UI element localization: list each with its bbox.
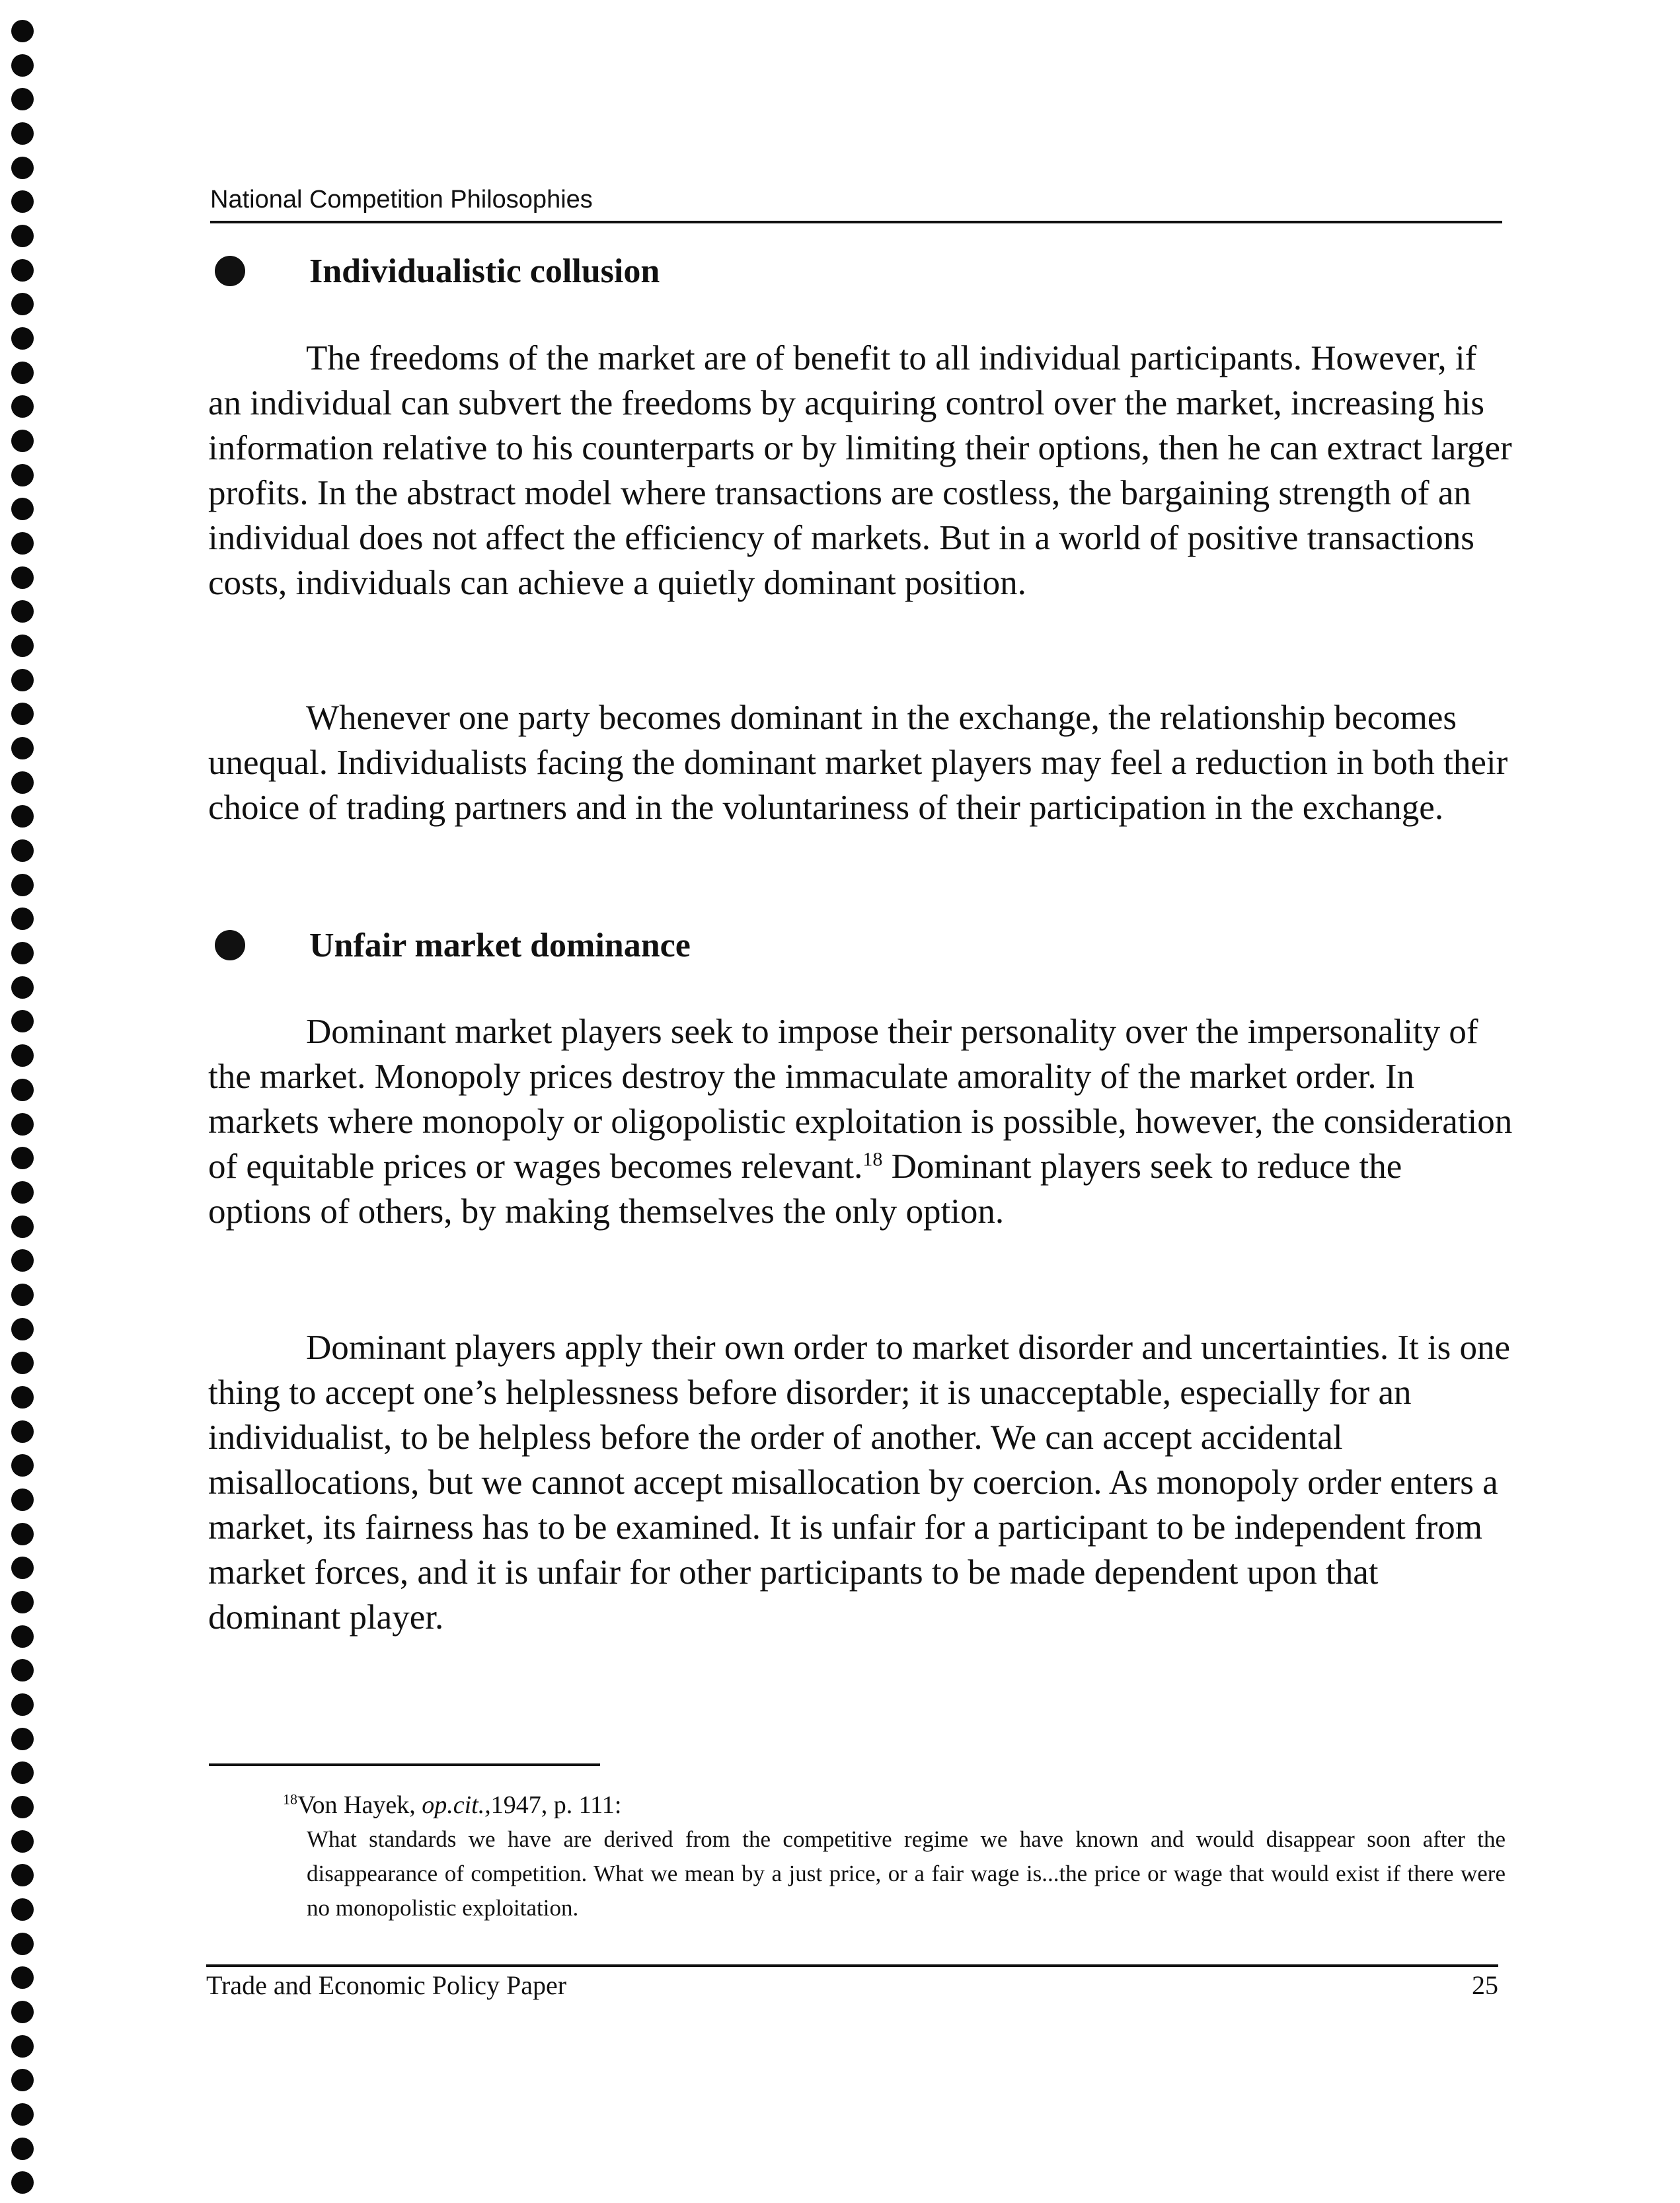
- binding-hole-icon: [11, 1113, 34, 1136]
- binding-hole-icon: [11, 190, 34, 213]
- binding-hole-icon: [11, 1966, 34, 1989]
- binding-hole-icon: [11, 2069, 34, 2091]
- paragraph: [208, 1325, 1513, 1640]
- binding-hole-icon: [11, 430, 34, 452]
- binding-hole-icon: [11, 362, 34, 384]
- binding-hole-icon: [11, 976, 34, 999]
- binding-hole-icon: [11, 157, 34, 179]
- binding-hole-icon: [11, 20, 34, 42]
- paragraph: [208, 1009, 1513, 1234]
- footnote-author: Von Hayek,: [297, 1791, 422, 1819]
- binding-hole-icon: [11, 122, 34, 145]
- footnote-work: op.cit.,: [422, 1791, 491, 1819]
- binding-hole-icon: [11, 2171, 34, 2194]
- binding-hole-icon: [11, 2001, 34, 2023]
- bullet-icon: [215, 930, 245, 960]
- binding-hole-icon: [11, 839, 34, 862]
- binding-hole-icon: [11, 1216, 34, 1238]
- binding-hole-icon: [11, 293, 34, 315]
- binding-hole-icon: [11, 1010, 34, 1032]
- binding-hole-icon: [11, 259, 34, 282]
- footnote-reference[interactable]: 18: [862, 1148, 883, 1171]
- binding-hole-icon: [11, 2103, 34, 2126]
- binding-hole-icon: [11, 2138, 34, 2160]
- binding-hole-icon: [11, 1079, 34, 1101]
- binding-hole-icon: [11, 54, 34, 77]
- page-number: 25: [1472, 1970, 1498, 2000]
- running-title: National Competition Philosophies: [210, 186, 593, 213]
- paragraph-text: Dominant players apply their own order to market disorder and uncertainties. It is one thing to accept one’s helplessness before disorder; it is unacceptable, especially for an individualist, to be helpless before the order of another. We can accept accidental misallocations, but we cannot accept misallocation by coercion. As monopoly order enters a market, its fairness has to be examined. It is unfair for a participant to be independent from market forces, and it is unfair for other participants to be made dependent upon that dominant player.: [208, 1329, 1511, 1637]
- binding-hole-icon: [11, 1523, 34, 1545]
- binding-hole-icon: [11, 771, 34, 794]
- binding-hole-icon: [11, 532, 34, 555]
- paragraph: [208, 695, 1513, 830]
- binding-hole-icon: [11, 1591, 34, 1613]
- binding-hole-icon: [11, 1728, 34, 1750]
- binding-hole-icon: [11, 1318, 34, 1340]
- section-heading-unfair-market-dominance: [210, 919, 1502, 972]
- paragraph-text: Dominant market players seek to impose their personality over the impersonality of the market. Monopoly prices destroy the immaculate amorality of the market order. In markets where monopoly or oligopolistic exploitation is possible, however, the consideration of equitable prices or wages becomes relevant.: [208, 1013, 1513, 1186]
- binding-hole-icon: [11, 805, 34, 828]
- binding-hole-icon: [11, 703, 34, 725]
- binding-hole-icon: [11, 1044, 34, 1067]
- bullet-icon: [215, 256, 245, 286]
- binding-hole-icon: [11, 1454, 34, 1477]
- footnote-divider: [209, 1763, 600, 1766]
- binding-hole-icon: [11, 669, 34, 691]
- binding-hole-icon: [11, 395, 34, 418]
- binding-hole-icon: [11, 600, 34, 623]
- paragraph-text: The freedoms of the market are of benefit to all individual participants. However, if an individual can subvert the freedoms by acquiring control over the market, increasing his information relative to his counterparts or by limiting their options, then he can extract larger profits. In the abstract model where transactions are costless, the bargaining strength of an individual does not affect the efficiency of markets. But in a world of positive transactions costs, individuals can achieve a quietly dominant position.: [208, 339, 1512, 602]
- binding-hole-icon: [11, 1249, 34, 1272]
- footnote-citation: [283, 1788, 1506, 1822]
- footnote-number: 18: [283, 1791, 297, 1808]
- binding-hole-icon: [11, 566, 34, 589]
- footnote-quote: What standards we have are derived from the competitive regime we have known and would disappear soon after the disappearance of competition. What we mean by a just price, or a fair wage is...the price or wage that would exist if there were no monopolistic exploitation.: [307, 1826, 1506, 1921]
- binding-hole-icon: [11, 1761, 34, 1784]
- paragraph-text: Whenever one party becomes dominant in the exchange, the relationship becomes unequal. Individualists facing the dominant market players may feel a reduction in both their choice of trading partners and in the voluntariness of their participation in the exchange.: [208, 699, 1508, 827]
- binding-hole-icon: [11, 1147, 34, 1169]
- footnote-details: 1947, p. 111:: [490, 1791, 622, 1819]
- binding-hole-icon: [11, 225, 34, 247]
- binding-hole-icon: [11, 737, 34, 759]
- binding-hole-icon: [11, 1488, 34, 1511]
- binding-hole-icon: [11, 327, 34, 350]
- running-header: [210, 184, 1502, 223]
- binding-hole-icon: [11, 1625, 34, 1648]
- binding-hole-icon: [11, 908, 34, 930]
- binding-hole-icon: [11, 942, 34, 964]
- section-heading-individualistic-collusion: [210, 245, 1502, 297]
- binding-hole-icon: [11, 1352, 34, 1374]
- paragraph: [208, 336, 1513, 605]
- binding-hole-icon: [11, 1557, 34, 1579]
- running-footer: [206, 1964, 1498, 2005]
- binding-hole-icon: [11, 1933, 34, 1955]
- binding-holes: [9, 20, 36, 2194]
- binding-hole-icon: [11, 1386, 34, 1409]
- footer-title: Trade and Economic Policy Paper: [206, 1970, 567, 2000]
- footnote: [283, 1788, 1506, 1925]
- binding-hole-icon: [11, 464, 34, 486]
- binding-hole-icon: [11, 635, 34, 657]
- heading-text: Unfair market dominance: [309, 926, 691, 964]
- binding-hole-icon: [11, 1420, 34, 1443]
- binding-hole-icon: [11, 498, 34, 520]
- binding-hole-icon: [11, 1693, 34, 1716]
- paragraph-text: Dominant players seek to reduce the options of others, by making themselves the only option.: [208, 1147, 1402, 1231]
- binding-hole-icon: [11, 1796, 34, 1818]
- binding-hole-icon: [11, 1830, 34, 1853]
- binding-hole-icon: [11, 1181, 34, 1204]
- binding-hole-icon: [11, 1864, 34, 1886]
- binding-hole-icon: [11, 1659, 34, 1681]
- heading-text: Individualistic collusion: [309, 252, 660, 290]
- binding-hole-icon: [11, 1898, 34, 1921]
- binding-hole-icon: [11, 2035, 34, 2058]
- binding-hole-icon: [11, 1284, 34, 1306]
- binding-hole-icon: [11, 874, 34, 896]
- binding-hole-icon: [11, 88, 34, 110]
